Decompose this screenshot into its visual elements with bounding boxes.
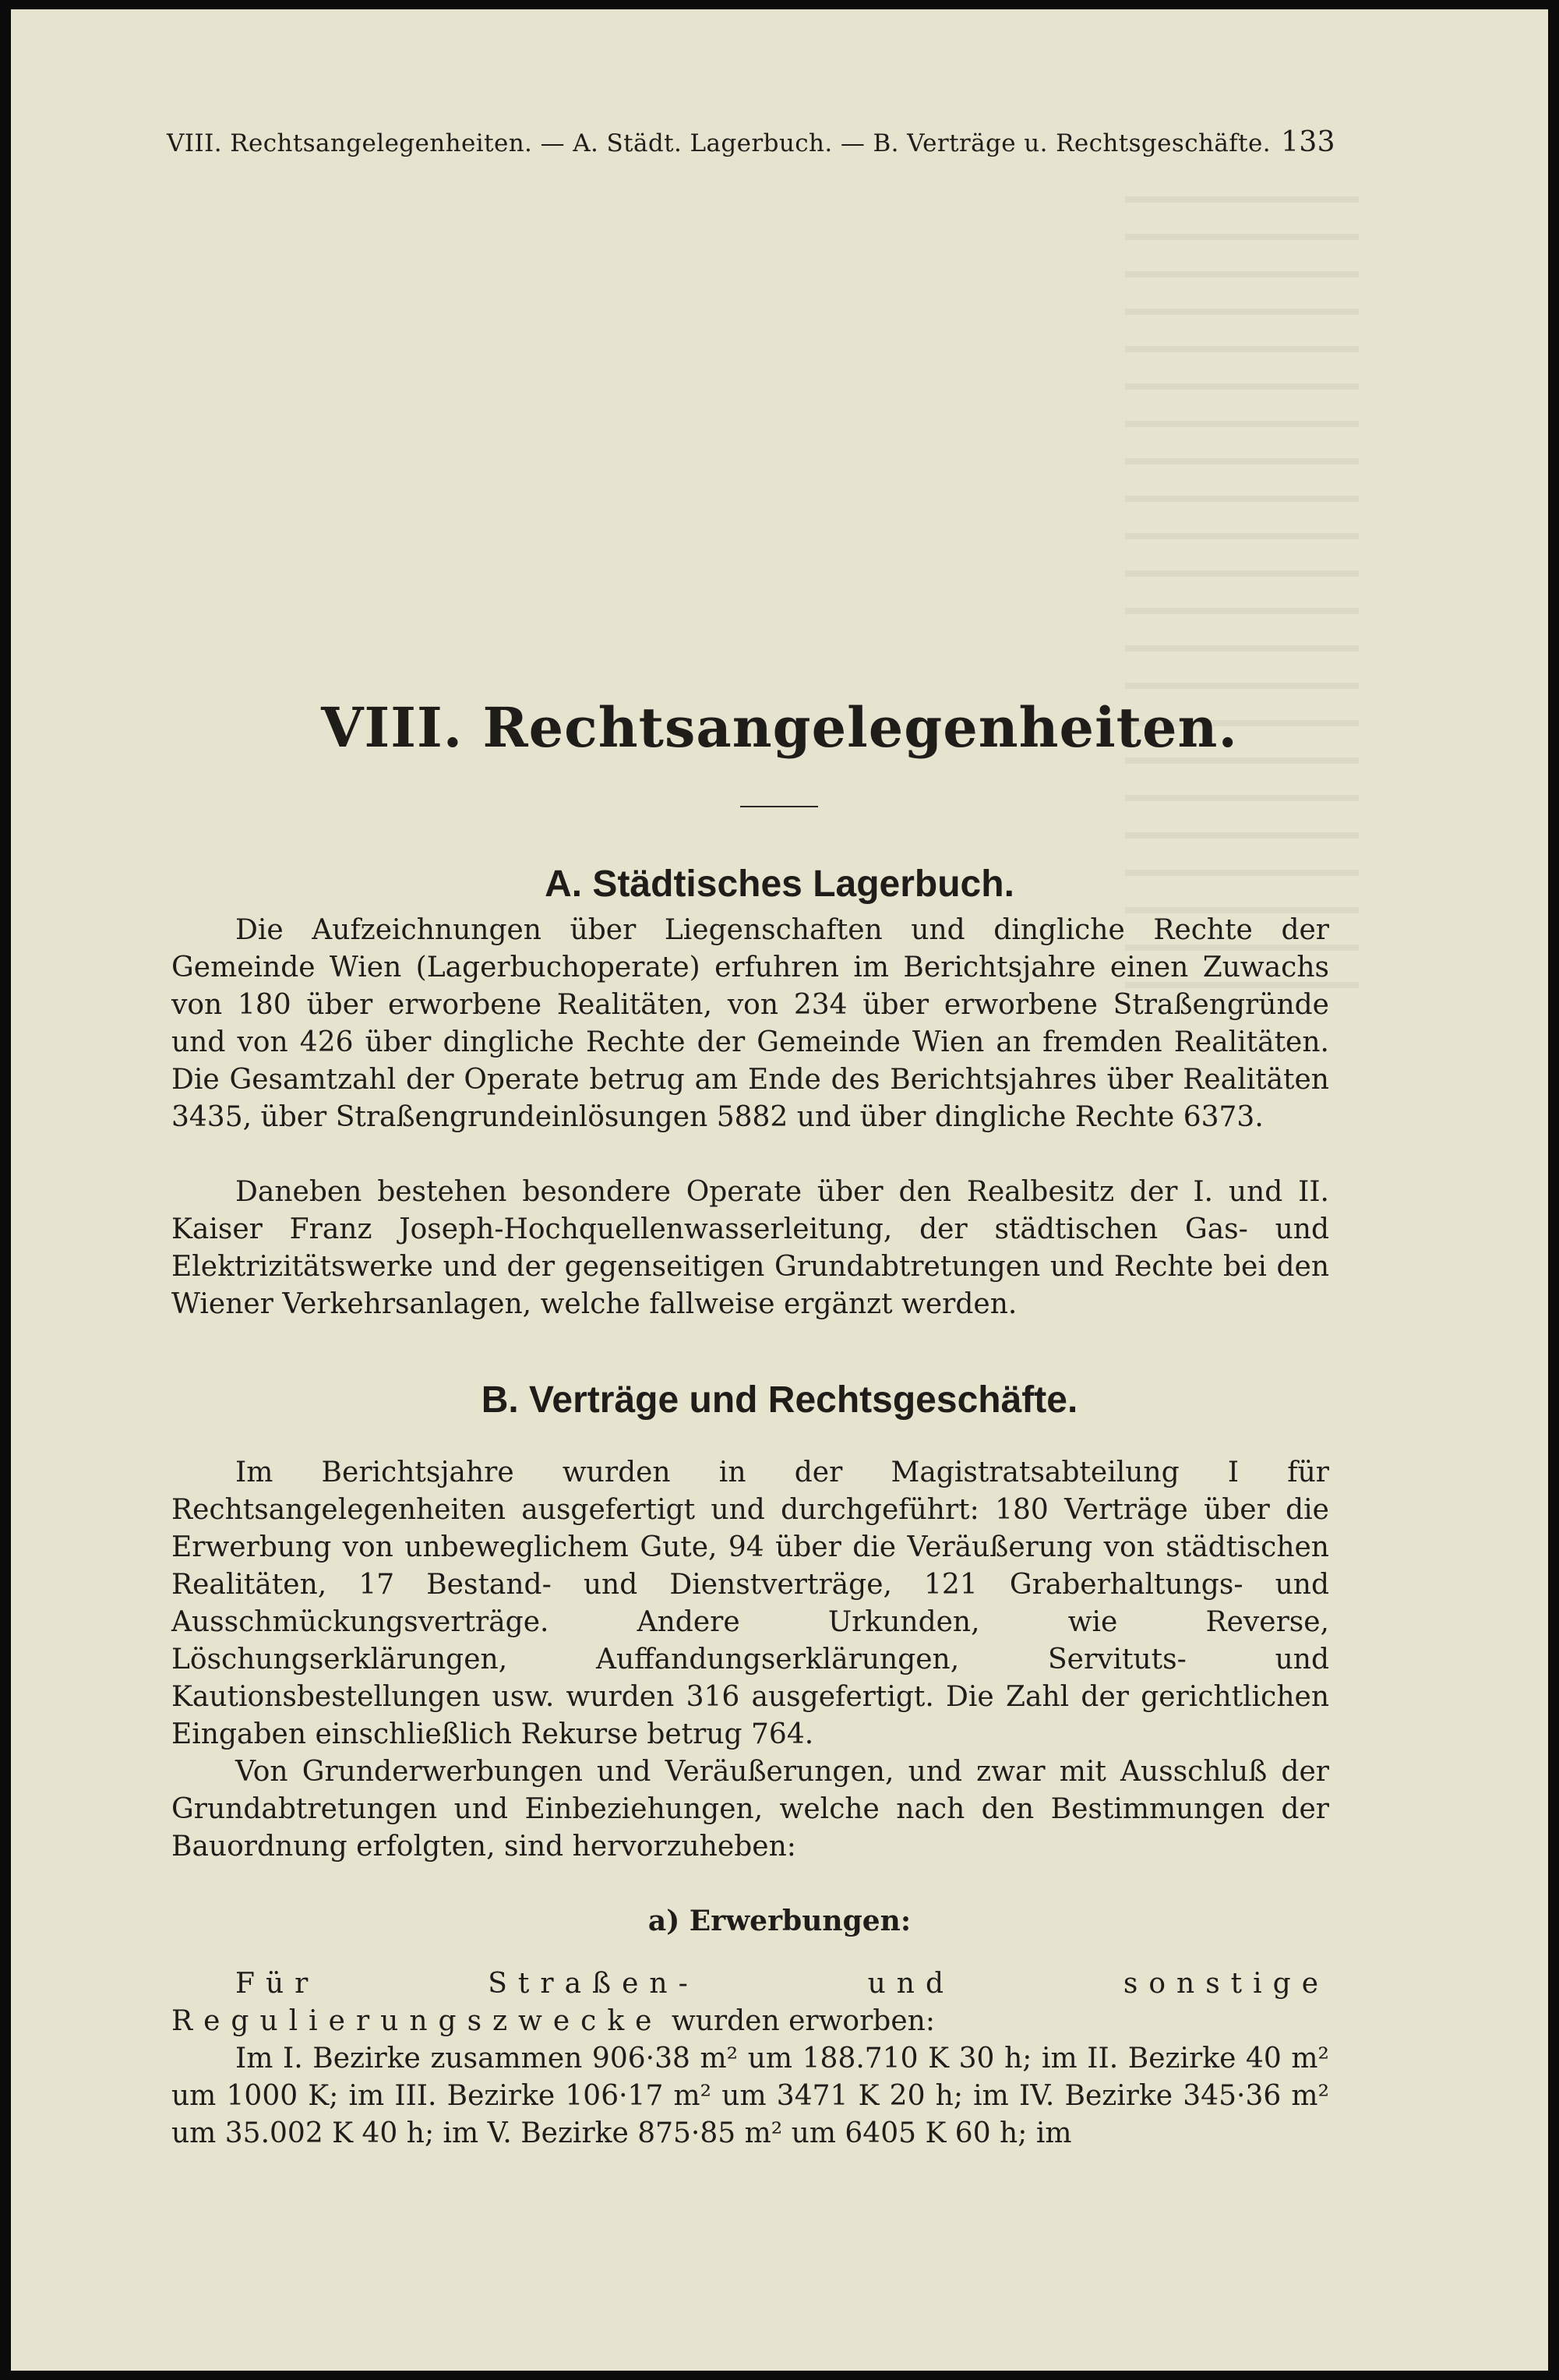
section-b-paragraph-1: Im Berichtsjahre wurden in der Magistratsabteilung I für Rechtsangelegenheiten ausgefertigt und durchgeführt: 180 Verträge über die Erwerbung von unbeweglichem Gute, 94 über die Veräußerung von städtischen Realitäten, 17 Bestand- und Dienstverträge, 121 Graberhaltungs- und Ausschmückungsverträge. Andere Urkunden, wie Reverse, Löschungserklärungen, Auffandungserklärungen, Servituts- und Kautionsbestellungen usw. wurden 316 ausgefertigt. Die Zahl der gerichtlichen Eingaben einschließlich Rekurse betrug 764. [171, 1457, 1329, 1750]
lead-rest-text: wurden erworben: [671, 2005, 935, 2037]
title-rule [740, 806, 818, 807]
running-head [167, 126, 1335, 158]
chapter-title: VIII. Rechtsangelegenheiten. [321, 695, 1238, 760]
document-page [11, 9, 1548, 2371]
subsection-heading: a) Erwerbungen: [647, 1905, 912, 1937]
subsection-paragraph: Im I. Bezirke zusammen 906·38 m² um 188.710 K 30 h; im II. Bezirke 40 m² um 1000 K; im III. Bezirke 106·17 m² um 3471 K 20 h; im IV. Bezirke 345·36 m² um 35.002 K 40 h; im V. Bezirke 875·85 m² um 6405 K 60 h; im [171, 2043, 1329, 2149]
section-a-heading: A. Städtisches Lagerbuch. [545, 863, 1014, 905]
section-a-paragraph-2: Daneben bestehen besondere Operate über den Realbesitz der I. und II. Kaiser Franz Joseph-Hochquellenwasserleitung, der städtischen Gas- und Elektrizitätswerke und der gegenseitigen Grundabtretungen und Rechte bei den Wiener Verkehrsanlagen, welche fallweise ergänzt werden. [171, 1176, 1329, 1320]
running-head-text: VIII. Rechtsangelegenheiten. — A. Städt. Lagerbuch. — B. Verträge u. Rechtsgeschäfte. [167, 129, 1271, 157]
section-b-paragraph-2: Von Grunderwerbungen und Veräußerungen, und zwar mit Ausschluß der Grundabtretungen und Einbeziehungen, welche nach den Bestimmungen der Bauordnung erfolgten, sind hervorzuheben: [171, 1756, 1329, 1863]
section-a-paragraph-1: Die Aufzeichnungen über Liegenschaften und dingliche Rechte der Gemeinde Wien (Lagerbuchoperate) erfuhren im Berichtsjahre einen Zuwachs von 180 über erworbene Realitäten, von 234 über erworbene Straßengründe und von 426 über dingliche Rechte der Gemeinde Wien an fremden Realitäten. Die Gesamtzahl der Operate betrug am Ende des Berichtsjahres über Realitäten 3435, über Straßengrundeinlösungen 5882 und über dingliche Rechte 6373. [171, 914, 1329, 1133]
section-b-heading: B. Verträge und Rechtsgeschäfte. [481, 1379, 1078, 1421]
lead-spaced-text: Für Straßen- und sonstige Regulierungszwecke [171, 1968, 1329, 2037]
subsection-lead [171, 1965, 1329, 2040]
page-number: 133 [1281, 126, 1335, 158]
